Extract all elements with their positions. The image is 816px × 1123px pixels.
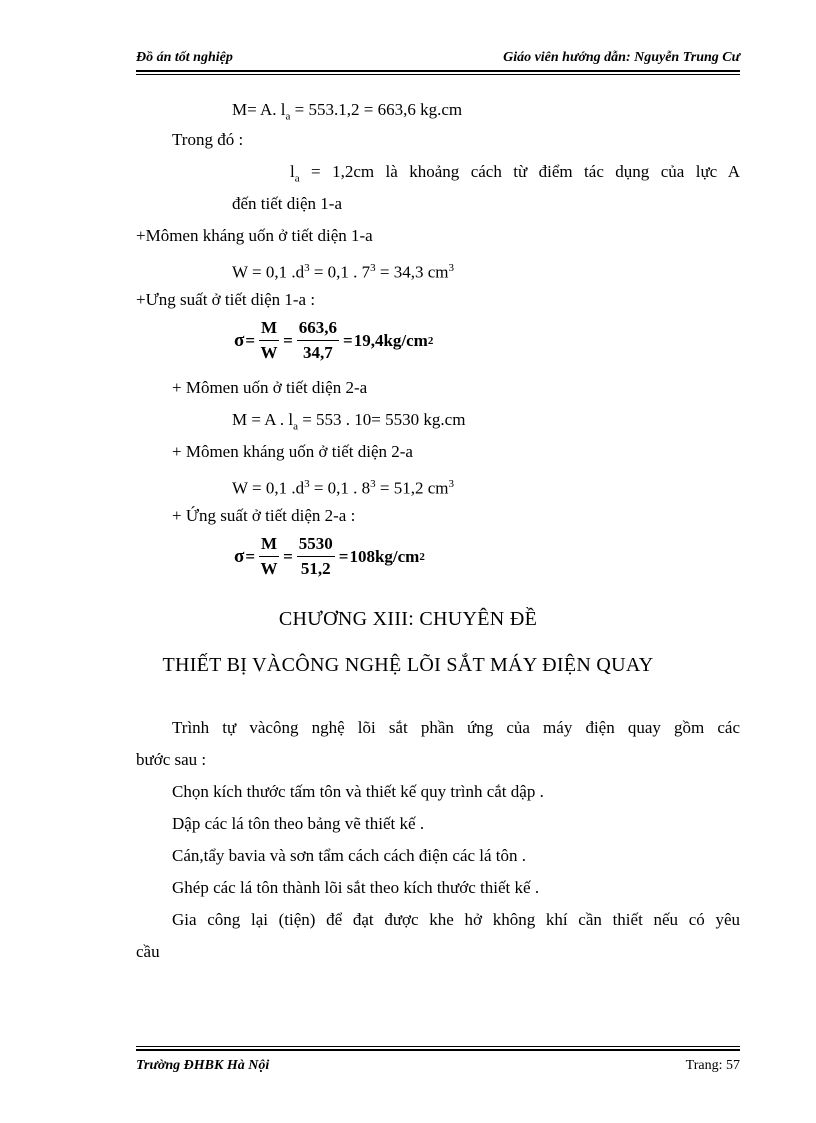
la-symbol: l xyxy=(290,162,295,181)
moment-1-sub: a xyxy=(285,110,291,123)
moment-2-sub: a xyxy=(293,420,298,433)
sigma-symbol: σ xyxy=(234,545,245,567)
w1-sup-c: 3 xyxy=(448,262,455,274)
equals-sign: = xyxy=(343,330,353,350)
w2-sup-b: 3 xyxy=(370,478,376,490)
step-1: Chọn kích thước tấm tôn và thiết kế quy trình cắt dập . xyxy=(172,782,544,801)
stress-formula-2 xyxy=(234,534,425,579)
moment-1-line xyxy=(232,100,462,126)
header-rule-thick xyxy=(136,70,740,72)
momen-uon-2-line: + Mômen uốn ở tiết diện 2-a xyxy=(172,378,368,397)
momen-khang-1-line: +Mômen kháng uốn ở tiết diện 1-a xyxy=(136,226,373,245)
la-description: = 1,2cm là khoảng cách từ điểm tác dụng của lực A xyxy=(299,162,740,181)
w2-text-b: = 0,1 . 8 xyxy=(309,478,371,498)
header-rule-thin xyxy=(136,74,740,75)
denominator: W xyxy=(260,343,278,362)
chapter-title: CHƯƠNG XIII: CHUYÊN ĐỀ xyxy=(278,608,538,630)
w1-line xyxy=(232,258,454,283)
chapter-subtitle: THIẾT BỊ VÀCÔNG NGHỆ LÕI SẮT MÁY ĐIỆN QUAY xyxy=(162,654,654,676)
footer-rule-thick xyxy=(136,1049,740,1051)
step-5-line-2: cầu xyxy=(136,942,160,961)
w1-text-a: W = 0,1 .d xyxy=(232,262,305,282)
equals-sign: = xyxy=(245,546,256,566)
fraction-m-w xyxy=(259,318,279,363)
step-3: Cán,tẩy bavia và sơn tẩm cách cách điện các lá tôn . xyxy=(172,846,527,865)
ung-suat-2-line: + Ứng suất ở tiết diện 2-a : xyxy=(172,506,356,525)
moment-1-text: M= A. l xyxy=(232,100,286,119)
w1-text-c: = 34,3 cm xyxy=(375,262,449,282)
stress-result: 108kg/cm xyxy=(349,546,420,566)
moment-2-line xyxy=(232,410,465,436)
w2-sup-c: 3 xyxy=(448,478,455,490)
footer-rule-thin xyxy=(136,1046,740,1047)
header-right: Giáo viên hướng dẫn: Nguyễn Trung Cư xyxy=(503,50,740,65)
denominator: 51,2 xyxy=(300,559,331,578)
stress-result-sup: 2 xyxy=(419,550,425,563)
w1-text-b: = 0,1 . 7 xyxy=(309,262,371,282)
stress-formula-1 xyxy=(234,318,433,363)
w2-line xyxy=(232,474,454,499)
footer-left: Trường ĐHBK Hà Nội xyxy=(136,1058,270,1073)
header-left: Đồ án tốt nghiệp xyxy=(136,50,233,65)
moment-1-value: = 553.1,2 = 663,6 kg.cm xyxy=(290,100,463,119)
numerator: 5530 xyxy=(297,534,335,557)
equals-sign: = xyxy=(245,330,256,350)
sigma-symbol: σ xyxy=(234,329,245,351)
numerator: M xyxy=(259,318,279,341)
equals-sign: = xyxy=(283,546,293,566)
equals-sign: = xyxy=(338,546,349,566)
la-sub: a xyxy=(294,172,300,185)
fraction-values xyxy=(297,318,339,363)
w2-sup-a: 3 xyxy=(304,478,310,490)
w2-text-c: = 51,2 cm xyxy=(375,478,449,498)
momen-khang-2-line: + Mômen kháng uốn ở tiết diện 2-a xyxy=(172,442,413,461)
stress-result-sup: 2 xyxy=(427,334,434,347)
den-tiet-dien-line: đến tiết diện 1-a xyxy=(232,194,342,213)
step-2: Dập các lá tôn theo bảng vẽ thiết kế . xyxy=(172,814,425,833)
denominator: W xyxy=(260,559,278,578)
w2-text-a: W = 0,1 .d xyxy=(232,478,305,498)
w1-sup-b: 3 xyxy=(370,262,376,274)
w1-sup-a: 3 xyxy=(304,262,310,274)
trong-do-line: Trong đó : xyxy=(172,130,244,149)
step-4: Ghép các lá tôn thành lõi sắt theo kích thước thiết kế . xyxy=(172,878,540,897)
moment-2-value: = 553 . 10= 5530 kg.cm xyxy=(297,410,466,429)
paragraph-1-line-1: Trình tự vàcông nghệ lõi sắt phần ứng của máy điện quay gồm các xyxy=(172,718,740,737)
fraction-m-w xyxy=(259,534,279,579)
equals-sign: = xyxy=(283,330,293,350)
ung-suat-1-line: +Ưng suất ở tiết diện 1-a : xyxy=(136,290,316,309)
step-5-line-1: Gia công lại (tiện) để đạt được khe hở không khí cần thiết nếu có yêu xyxy=(172,910,740,929)
paragraph-1-line-2: bước sau : xyxy=(136,750,207,769)
la-definition-line xyxy=(290,162,740,188)
moment-2-text: M = A . l xyxy=(232,410,294,429)
numerator: M xyxy=(259,534,279,557)
numerator: 663,6 xyxy=(297,318,339,341)
page-number: Trang: 57 xyxy=(685,1058,740,1073)
fraction-values xyxy=(297,534,335,579)
denominator: 34,7 xyxy=(303,343,333,362)
stress-result: 19,4kg/cm xyxy=(353,330,428,350)
